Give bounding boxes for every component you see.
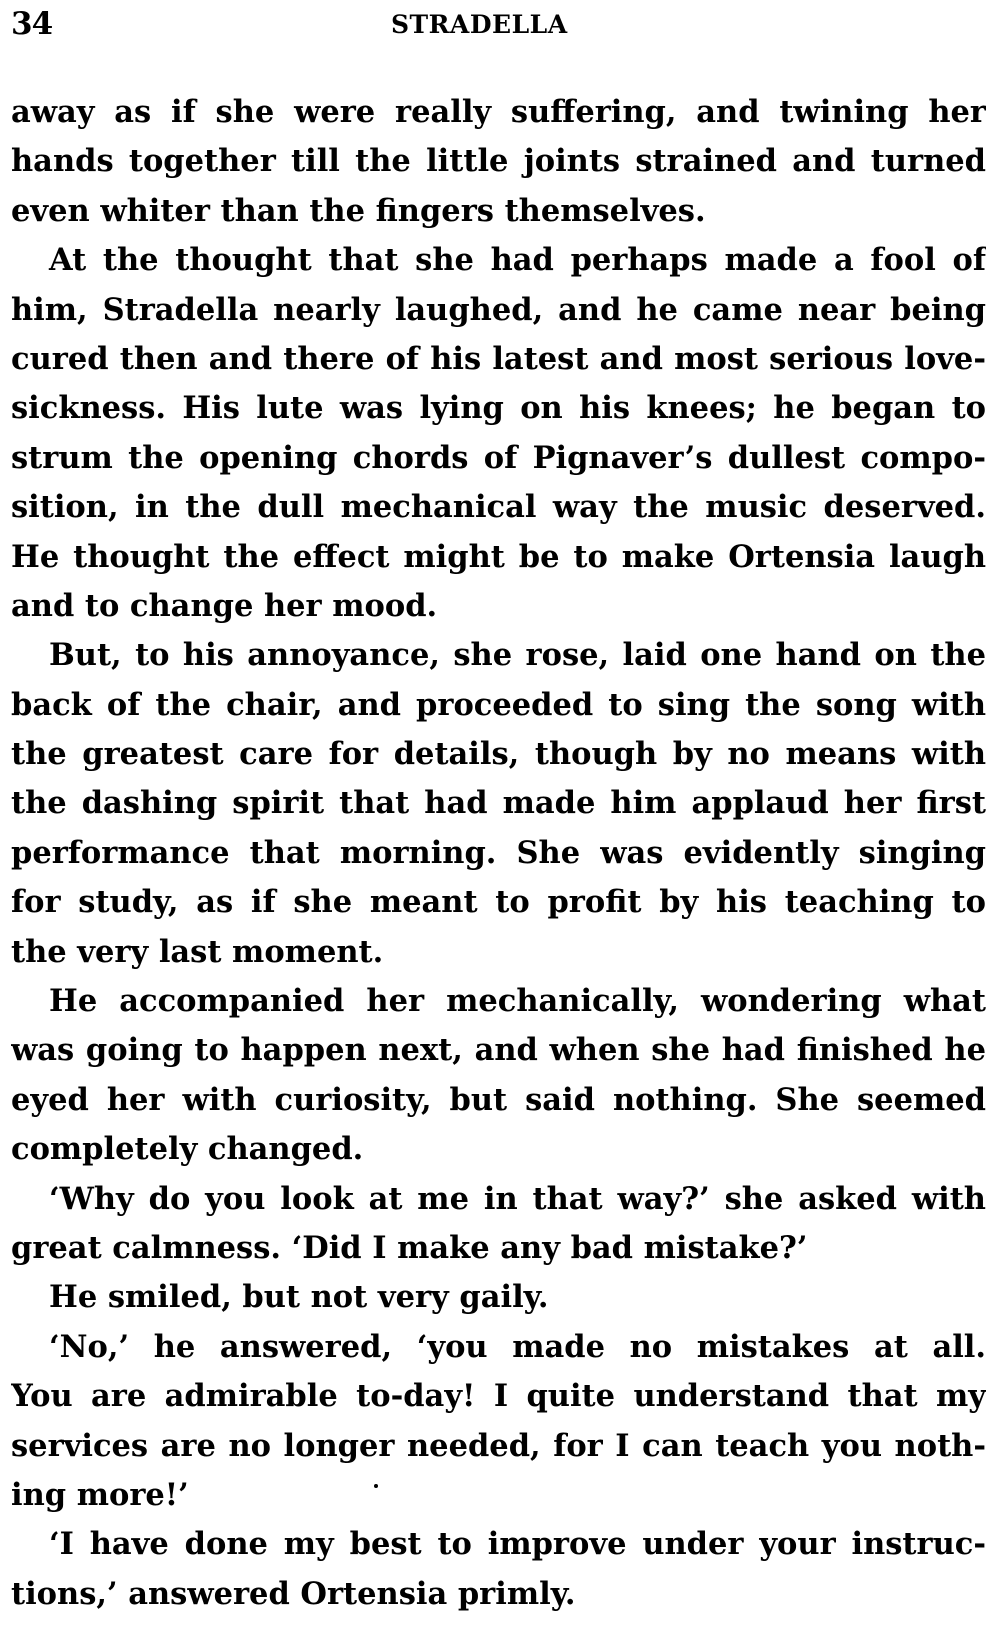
text-line: But, to his annoyance, she rose, laid one hand on the <box>49 637 986 674</box>
text-line: eyed her with curiosity, but said nothing. She seemed <box>11 1081 986 1118</box>
text-line: ‘No,’ he answered, ‘you made no mistakes at all. <box>49 1328 986 1365</box>
text-line: sickness. His lute was lying on his knees; he began to <box>11 390 986 427</box>
text-line: even whiter than the fingers themselves. <box>11 192 706 229</box>
text-line: services are no longer needed, for I can teach you noth- <box>11 1427 986 1464</box>
page-number: 34 <box>11 6 53 42</box>
running-title: STRADELLA <box>391 10 568 39</box>
running-head <box>11 0 986 60</box>
text-line: back of the chair, and proceeded to sing the song with <box>11 686 986 723</box>
text-line: the very last moment. <box>11 933 384 970</box>
text-line: and to change her mood. <box>11 587 438 624</box>
print-speck <box>374 1484 378 1488</box>
text-line: ‘I have done my best to improve under your instruc- <box>49 1526 986 1563</box>
text-line: He thought the effect might be to make Ortensia laugh <box>11 538 986 575</box>
text-line: performance that morning. She was evidently singing <box>11 834 986 871</box>
text-line: ‘Why do you look at me in that way?’ she asked with <box>49 1180 986 1217</box>
text-line: You are admirable to-day! I quite understand that my <box>11 1378 986 1415</box>
body-text <box>11 88 986 1619</box>
text-line: At the thought that she had perhaps made a fool of <box>49 242 986 279</box>
text-line: great calmness. ‘Did I make any bad mistake?’ <box>11 1229 808 1266</box>
text-line: tions,’ answered Ortensia primly. <box>11 1575 576 1612</box>
book-page <box>11 0 986 1612</box>
text-line: He accompanied her mechanically, wondering what <box>49 983 986 1020</box>
text-line: He smiled, but not very gaily. <box>49 1279 549 1316</box>
text-line: hands together till the little joints strained and turned <box>11 143 986 180</box>
text-line: ing more!’ <box>11 1476 189 1513</box>
text-line: sition, in the dull mechanical way the music deserved. <box>11 489 986 526</box>
text-line: the dashing spirit that had made him applaud her first <box>11 785 986 822</box>
text-line: cured then and there of his latest and most serious love- <box>11 340 986 377</box>
text-line: for study, as if she meant to profit by his teaching to <box>11 884 986 921</box>
text-line: away as if she were really suffering, and twining her <box>11 94 986 130</box>
text-line: him, Stradella nearly laughed, and he came near being <box>11 291 986 328</box>
text-line: the greatest care for details, though by no means with <box>11 736 986 773</box>
text-line: strum the opening chords of Pignaver’s dullest compo- <box>11 439 986 476</box>
text-line: was going to happen next, and when she had finished he <box>11 1032 986 1069</box>
text-line: completely changed. <box>11 1131 364 1168</box>
